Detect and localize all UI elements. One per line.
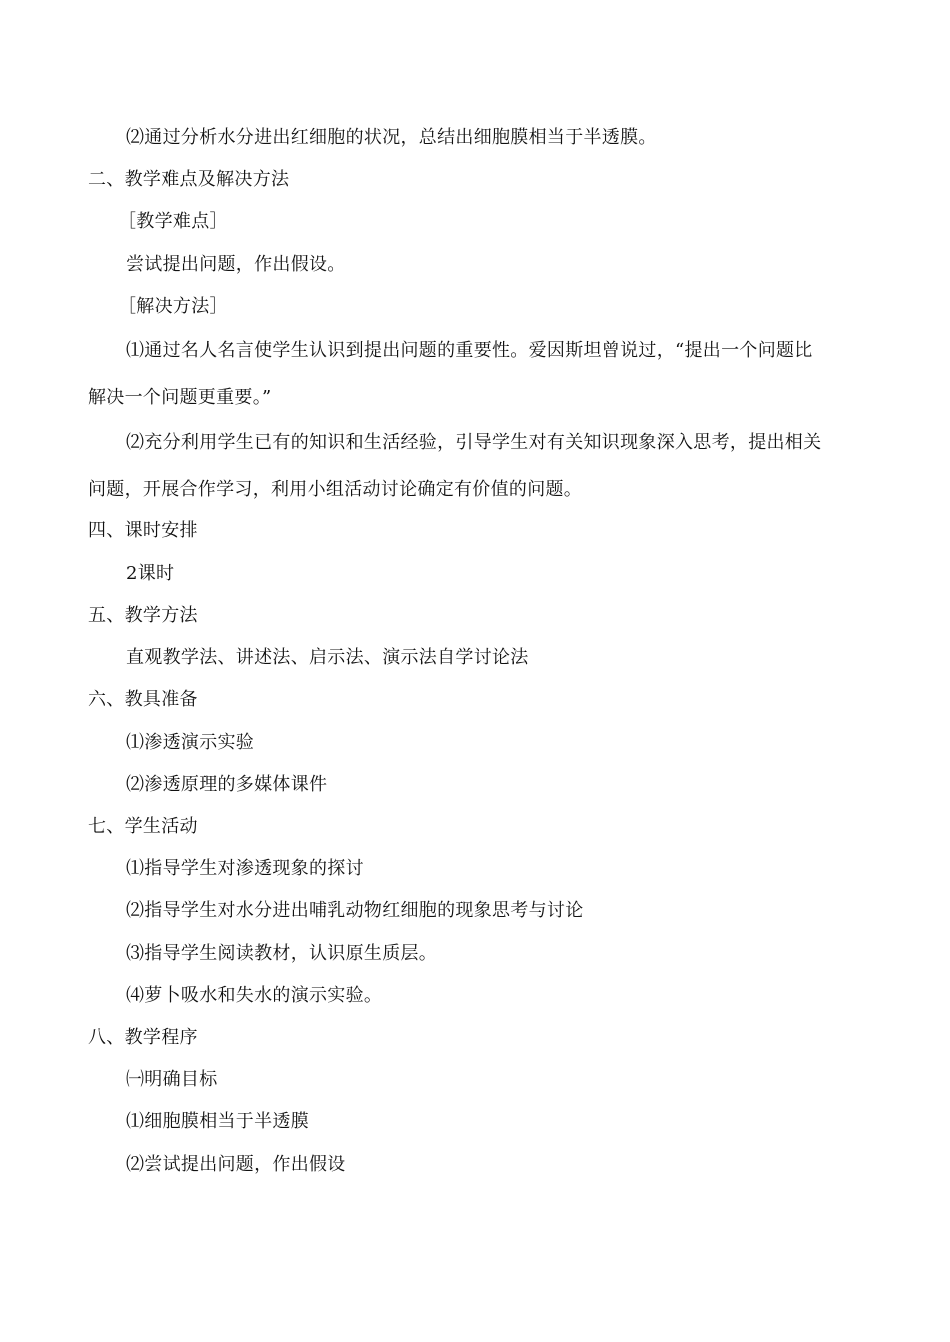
list-item: ⑴细胞膜相当于半透膜 xyxy=(126,1111,309,1132)
paragraph-line: 解决一个问题更重要。” xyxy=(88,387,272,408)
paragraph-line: 问题，开展合作学习，利用小组活动讨论确定有价值的问题。 xyxy=(88,479,583,500)
paragraph-line: 2课时 xyxy=(126,563,175,584)
paragraph-line: 直观教学法、讲述法、启示法、演示法自学讨论法 xyxy=(126,647,529,668)
bracket-label: ［教学难点］ xyxy=(118,211,228,232)
paragraph-line: ⑵通过分析水分进出红细胞的状况，总结出细胞膜相当于半透膜。 xyxy=(126,127,657,148)
bracket-label: ［解决方法］ xyxy=(118,296,228,317)
paragraph-line: 尝试提出问题，作出假设。 xyxy=(126,254,346,275)
section-heading: 七、学生活动 xyxy=(88,816,198,837)
section-heading: 四、课时安排 xyxy=(88,520,198,541)
section-heading: 五、教学方法 xyxy=(88,605,198,626)
list-item: ⑵尝试提出问题，作出假设 xyxy=(126,1154,346,1175)
list-item: ⑴渗透演示实验 xyxy=(126,732,255,753)
paragraph-line: ⑴通过名人名言使学生认识到提出问题的重要性。爱因斯坦曾说过，“提出一个问题比 xyxy=(126,340,813,361)
section-heading: 八、教学程序 xyxy=(88,1027,198,1048)
list-item: ⑶指导学生阅读教材，认识原生质层。 xyxy=(126,943,438,964)
section-heading: 六、教具准备 xyxy=(88,689,198,710)
section-heading: 二、教学难点及解决方法 xyxy=(88,169,290,190)
paragraph-line: ⑵充分利用学生已有的知识和生活经验，引导学生对有关知识现象深入思考，提出相关 xyxy=(126,432,822,453)
subsection-heading: ㈠明确目标 xyxy=(126,1069,218,1090)
list-item: ⑴指导学生对渗透现象的探讨 xyxy=(126,858,364,879)
list-item: ⑷萝卜吸水和失水的演示实验。 xyxy=(126,985,383,1006)
list-item: ⑵指导学生对水分进出哺乳动物红细胞的现象思考与讨论 xyxy=(126,900,584,921)
list-item: ⑵渗透原理的多媒体课件 xyxy=(126,774,328,795)
